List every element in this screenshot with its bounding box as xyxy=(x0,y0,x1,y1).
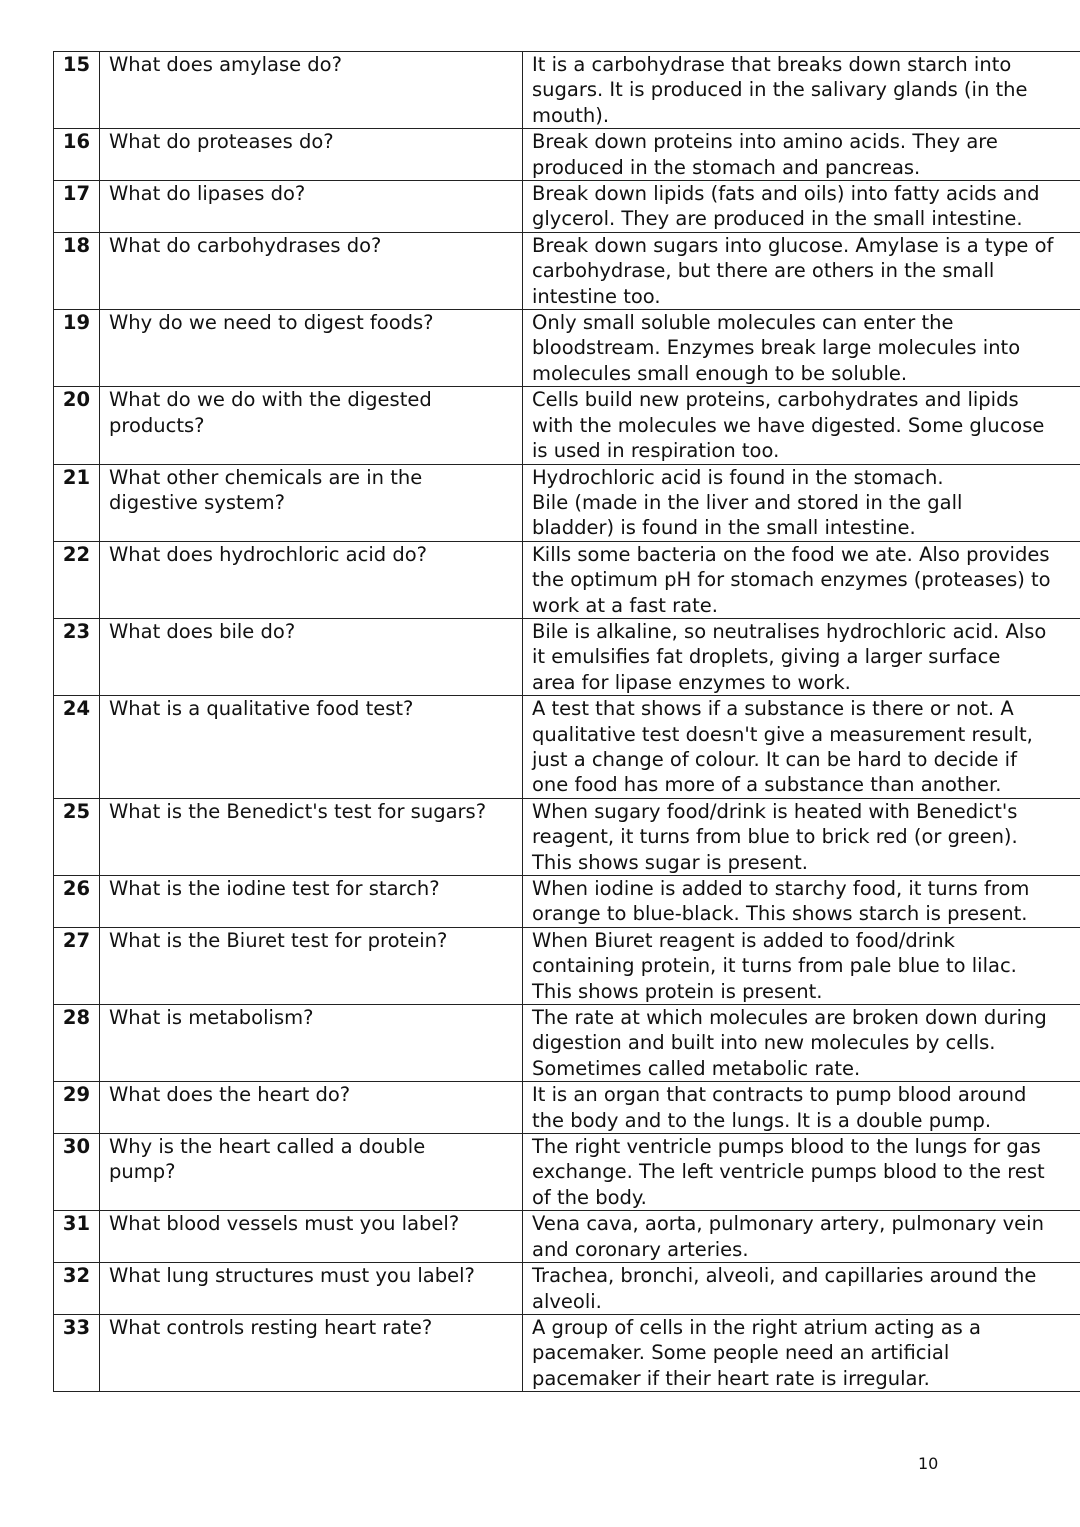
question-cell xyxy=(100,232,523,309)
table-row xyxy=(54,876,1080,928)
question-text-line: digestive system? xyxy=(109,490,285,514)
table-row xyxy=(54,541,1080,618)
question-cell xyxy=(100,387,523,464)
answer-text-line: When Biuret reagent is added to food/drink xyxy=(532,928,955,952)
table-row xyxy=(54,310,1080,387)
answer-cell xyxy=(523,387,1080,464)
table-row xyxy=(54,1134,1080,1211)
question-number: 26 xyxy=(54,876,100,928)
question-number: 31 xyxy=(54,1211,100,1263)
answer-text-line: with the molecules we have digested. Some glucose xyxy=(532,413,1045,437)
answer-text-line: mouth). xyxy=(532,103,610,127)
question-text-line: What is the Benedict's test for sugars? xyxy=(109,799,487,823)
answer-text-line: This shows sugar is present. xyxy=(532,850,808,874)
question-number: 33 xyxy=(54,1314,100,1391)
answer-text-line: orange to blue-black. This shows starch is present. xyxy=(532,902,1028,926)
answer-text-line: It is a carbohydrase that breaks down starch into xyxy=(532,53,1012,76)
answer-text-line: it emulsifies fat droplets, giving a larger surface xyxy=(532,645,1001,669)
answer-text-line: This shows protein is present. xyxy=(532,979,823,1003)
qa-table xyxy=(53,51,1080,1392)
question-text-line: What do carbohydrases do? xyxy=(109,233,382,257)
table-row xyxy=(54,696,1080,799)
question-cell xyxy=(100,464,523,541)
answer-text-line: Bile is alkaline, so neutralises hydrochloric acid. Also xyxy=(532,619,1047,643)
answer-text-line: digestion and built into new molecules by cells. xyxy=(532,1031,996,1055)
answer-text-line: work at a fast rate. xyxy=(532,593,718,617)
question-cell xyxy=(100,52,523,129)
question-cell xyxy=(100,1263,523,1315)
answer-text-line: produced in the stomach and pancreas. xyxy=(532,155,921,179)
question-number: 28 xyxy=(54,1005,100,1082)
answer-cell xyxy=(523,618,1080,695)
question-number: 25 xyxy=(54,798,100,875)
question-cell xyxy=(100,618,523,695)
table-row xyxy=(54,52,1080,129)
question-text-line: What does hydrochloric acid do? xyxy=(109,542,427,566)
answer-text-line: bloodstream. Enzymes break large molecules into xyxy=(532,336,1021,360)
question-text-line: What does bile do? xyxy=(109,619,296,643)
question-text-line: What do proteases do? xyxy=(109,130,334,154)
answer-text-line: Sometimes called metabolic rate. xyxy=(532,1056,861,1080)
answer-text-line: reagent, it turns from blue to brick red (or green). xyxy=(532,825,1018,849)
question-text-line: Why do we need to digest foods? xyxy=(109,311,434,335)
answer-cell xyxy=(523,696,1080,799)
question-number: 20 xyxy=(54,387,100,464)
question-text-line: What is metabolism? xyxy=(109,1006,314,1030)
answer-text-line: A test that shows if a substance is there or not. A xyxy=(532,697,1014,721)
question-number: 18 xyxy=(54,232,100,309)
answer-text-line: carbohydrase, but there are others in the small xyxy=(532,259,995,283)
answer-text-line: pacemaker. Some people need an artificial xyxy=(532,1341,950,1365)
question-cell xyxy=(100,876,523,928)
question-number: 24 xyxy=(54,696,100,799)
answer-text-line: Hydrochloric acid is found in the stomach. xyxy=(532,465,944,489)
table-row xyxy=(54,927,1080,1004)
answer-text-line: Vena cava, aorta, pulmonary artery, pulmonary vein xyxy=(532,1212,1044,1236)
answer-cell xyxy=(523,181,1080,233)
answer-cell xyxy=(523,541,1080,618)
answer-text-line: Break down lipids (fats and oils) into fatty acids and xyxy=(532,182,1040,206)
answer-cell xyxy=(523,1211,1080,1263)
answer-text-line: Break down proteins into amino acids. They are xyxy=(532,130,998,154)
question-text-line: What blood vessels must you label? xyxy=(109,1212,460,1236)
question-cell xyxy=(100,927,523,1004)
question-text-line: What is the Biuret test for protein? xyxy=(109,928,448,952)
table-row xyxy=(54,181,1080,233)
answer-text-line: glycerol. They are produced in the small intestine. xyxy=(532,207,1023,231)
question-text-line: What other chemicals are in the xyxy=(109,465,423,489)
answer-text-line: When iodine is added to starchy food, it turns from xyxy=(532,877,1030,900)
answer-text-line: Break down sugars into glucose. Amylase is a type of xyxy=(532,233,1054,257)
answer-text-line: area for lipase enzymes to work. xyxy=(532,670,851,694)
answer-cell xyxy=(523,129,1080,181)
answer-cell xyxy=(523,1005,1080,1082)
question-number: 30 xyxy=(54,1134,100,1211)
question-number: 29 xyxy=(54,1082,100,1134)
answer-text-line: exchange. The left ventricle pumps blood to the rest xyxy=(532,1160,1045,1184)
answer-text-line: just a change of colour. It can be hard to decide if xyxy=(532,747,1017,771)
question-cell xyxy=(100,1314,523,1391)
answer-text-line: Only small soluble molecules can enter the xyxy=(532,311,954,335)
answer-cell xyxy=(523,927,1080,1004)
table-row xyxy=(54,1314,1080,1391)
question-cell xyxy=(100,129,523,181)
question-text-line: What do lipases do? xyxy=(109,182,306,206)
question-number: 27 xyxy=(54,927,100,1004)
answer-text-line: and coronary arteries. xyxy=(532,1237,749,1261)
answer-text-line: the optimum pH for stomach enzymes (proteases) to xyxy=(532,568,1051,592)
question-cell xyxy=(100,310,523,387)
question-cell xyxy=(100,1082,523,1134)
table-row xyxy=(54,1211,1080,1263)
question-text-line: What lung structures must you label? xyxy=(109,1264,475,1288)
question-cell xyxy=(100,798,523,875)
answer-text-line: A group of cells in the right atrium acting as a xyxy=(532,1315,981,1339)
answer-cell xyxy=(523,876,1080,928)
question-number: 17 xyxy=(54,181,100,233)
answer-text-line: containing protein, it turns from pale blue to lilac. xyxy=(532,954,1017,978)
answer-text-line: pacemaker if their heart rate is irregular. xyxy=(532,1366,930,1390)
question-text-line: Why is the heart called a double xyxy=(109,1135,426,1159)
question-text-line: products? xyxy=(109,413,205,437)
table-row xyxy=(54,232,1080,309)
question-cell xyxy=(100,1005,523,1082)
answer-text-line: When sugary food/drink is heated with Benedict's xyxy=(532,799,1018,823)
page-number: 10 xyxy=(918,1454,939,1473)
question-text-line: What is a qualitative food test? xyxy=(109,697,414,721)
question-text-line: What does amylase do? xyxy=(109,53,342,76)
answer-text-line: Kills some bacteria on the food we ate. Also provides xyxy=(532,542,1050,566)
question-text-line: What do we do with the digested xyxy=(109,388,432,412)
answer-text-line: Bile (made in the liver and stored in the gall xyxy=(532,490,963,514)
answer-cell xyxy=(523,1314,1080,1391)
question-number: 15 xyxy=(54,52,100,129)
question-cell xyxy=(100,181,523,233)
answer-text-line: Cells build new proteins, carbohydrates and lipids xyxy=(532,388,1019,412)
table-row xyxy=(54,798,1080,875)
question-text-line: What controls resting heart rate? xyxy=(109,1315,433,1339)
question-number: 21 xyxy=(54,464,100,541)
answer-text-line: alveoli. xyxy=(532,1289,602,1313)
table-row xyxy=(54,387,1080,464)
answer-cell xyxy=(523,310,1080,387)
question-number: 22 xyxy=(54,541,100,618)
answer-cell xyxy=(523,1134,1080,1211)
answer-text-line: qualitative test doesn't give a measurement result, xyxy=(532,722,1033,746)
answer-cell xyxy=(523,798,1080,875)
question-number: 19 xyxy=(54,310,100,387)
answer-cell xyxy=(523,52,1080,129)
answer-cell xyxy=(523,232,1080,309)
answer-cell xyxy=(523,1263,1080,1315)
answer-text-line: sugars. It is produced in the salivary glands (in the xyxy=(532,78,1028,102)
question-cell xyxy=(100,696,523,799)
answer-text-line: the body and to the lungs. It is a double pump. xyxy=(532,1108,992,1132)
table-row xyxy=(54,618,1080,695)
question-number: 23 xyxy=(54,618,100,695)
answer-cell xyxy=(523,1082,1080,1134)
answer-cell xyxy=(523,464,1080,541)
answer-text-line: The rate at which molecules are broken down during xyxy=(532,1006,1047,1030)
question-cell xyxy=(100,1211,523,1263)
answer-text-line: molecules small enough to be soluble. xyxy=(532,361,908,385)
qa-table-body xyxy=(54,52,1080,1392)
answer-text-line: is used in respiration too. xyxy=(532,439,780,463)
question-cell xyxy=(100,1134,523,1211)
answer-text-line: It is an organ that contracts to pump blood around xyxy=(532,1083,1027,1107)
table-row xyxy=(54,1082,1080,1134)
table-row xyxy=(54,129,1080,181)
table-row xyxy=(54,464,1080,541)
answer-text-line: one food has more of a substance than another. xyxy=(532,773,1002,797)
table-row xyxy=(54,1263,1080,1315)
question-number: 32 xyxy=(54,1263,100,1315)
answer-text-line: bladder) is found in the small intestine. xyxy=(532,516,916,540)
question-text-line: What does the heart do? xyxy=(109,1083,351,1107)
table-row xyxy=(54,1005,1080,1082)
question-text-line: pump? xyxy=(109,1160,176,1184)
answer-text-line: intestine too. xyxy=(532,284,661,308)
answer-text-line: The right ventricle pumps blood to the lungs for gas xyxy=(532,1135,1041,1159)
question-number: 16 xyxy=(54,129,100,181)
answer-text-line: of the body. xyxy=(532,1185,647,1209)
question-text-line: What is the iodine test for starch? xyxy=(109,877,440,900)
question-cell xyxy=(100,541,523,618)
answer-text-line: Trachea, bronchi, alveoli, and capillaries around the xyxy=(532,1264,1037,1288)
